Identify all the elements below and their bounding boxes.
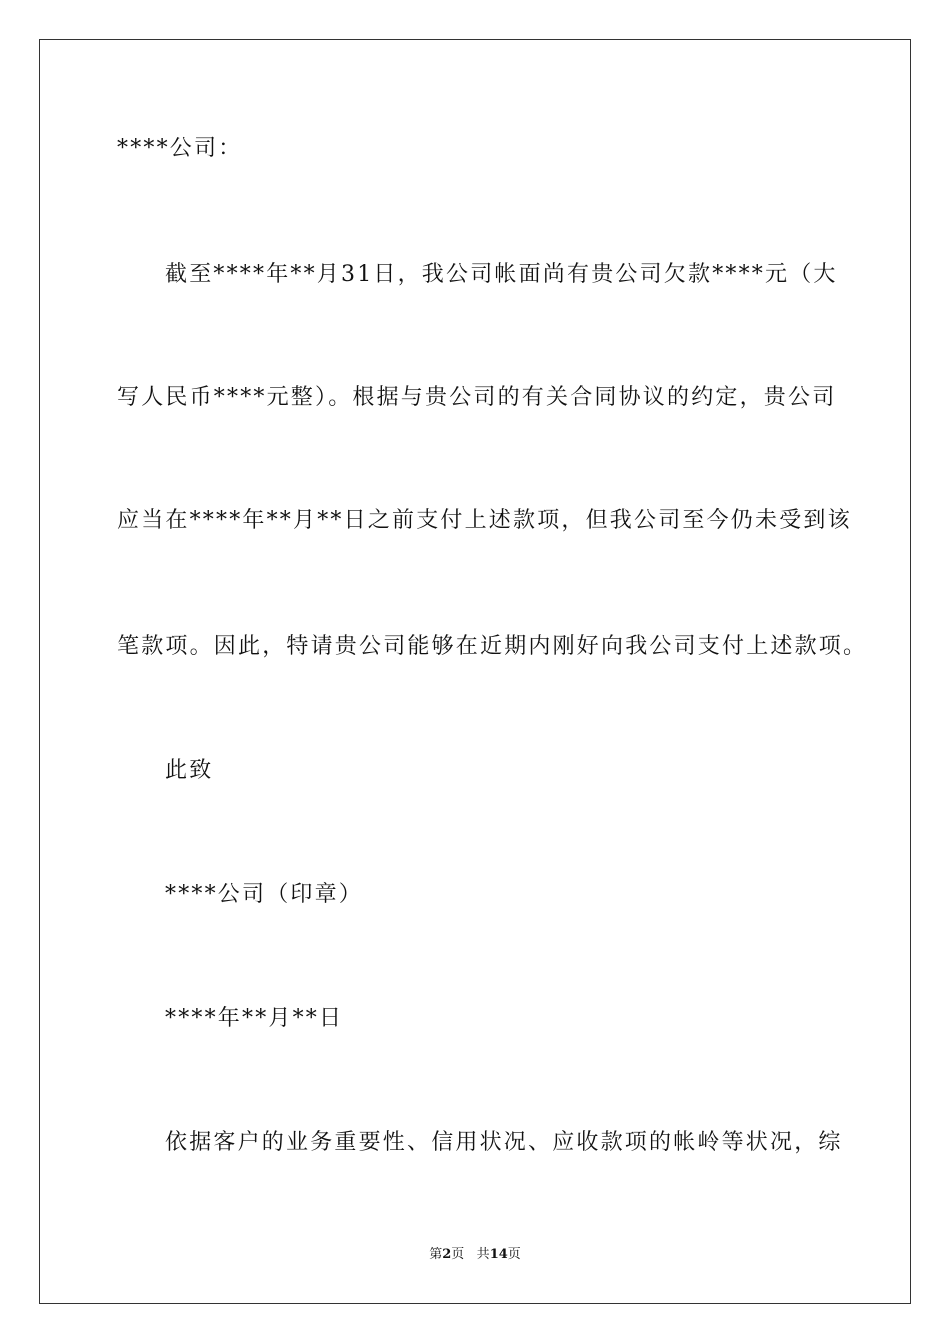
footer-total-suffix: 页	[507, 1247, 521, 1262]
footer-page-suffix: 页	[451, 1247, 465, 1262]
page-footer	[0, 1246, 950, 1264]
footer-page-number: 2	[442, 1247, 452, 1262]
body-line-4: 笔款项。因此，特请贵公司能够在近期内刚好向我公司支付上述款项。	[117, 634, 868, 659]
footer-page-prefix: 第	[429, 1247, 443, 1262]
footer-total-pages: 14	[489, 1247, 508, 1262]
page-border	[39, 39, 911, 1304]
footer-total-prefix: 共	[476, 1247, 490, 1262]
body-line-3: 应当在****年**月**日之前支付上述款项，但我公司至今仍未受到该	[117, 508, 852, 533]
body-line-1: 截至****年**月31日，我公司帐面尚有贵公司欠款****元（大	[165, 262, 838, 287]
signature-company-line: ****公司（印章）	[165, 882, 364, 907]
body-line-2: 写人民币****元整）。根据与贵公司的有关合同协议的约定，贵公司	[117, 385, 837, 410]
closing-line: 此致	[165, 758, 214, 783]
body-line-continued: 依据客户的业务重要性、信用状况、应收款项的帐岭等状况，综	[165, 1130, 843, 1155]
signature-date-line: ****年**月**日	[165, 1006, 344, 1031]
salutation-line: ****公司：	[117, 136, 243, 161]
